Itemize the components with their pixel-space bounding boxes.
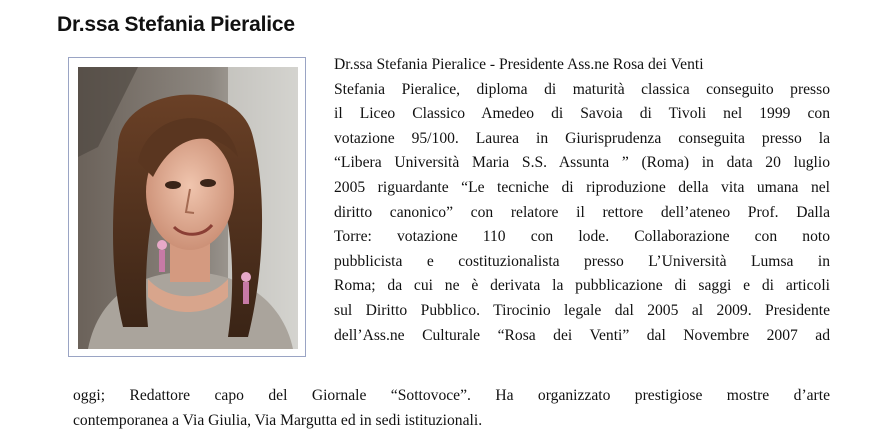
bio-text-continued (73, 384, 830, 433)
bio-line: contemporanea a Via Giulia, Via Margutta ed in sedi istituzionali. (73, 411, 483, 429)
bio-text (334, 53, 830, 348)
page-title: Dr.ssa Stefania Pieralice (57, 13, 295, 36)
portrait-photo (78, 67, 298, 349)
bio-line: dell’Ass.ne Culturale “Rosa dei Venti” dal Novembre 2007 ad (334, 326, 830, 344)
bio-line: “Libera Università Maria S.S. Assunta ” (Roma) in data 20 luglio (334, 154, 830, 172)
bio-line: votazione 95/100. Laurea in Giurisprudenza conseguita presso la (334, 129, 830, 147)
portrait-photo-frame (68, 57, 306, 357)
bio-line: il Liceo Classico Amedeo di Savoia di Tivoli nel 1999 con (334, 105, 830, 123)
bio-line: diritto canonico” con relatore il rettore dell’ateneo Prof. Dalla (334, 203, 830, 221)
bio-line: sul Diritto Pubblico. Tirocinio legale dal 2005 al 2009. Presidente (334, 301, 830, 319)
bio-line: oggi; Redattore capo del Giornale “Sottovoce”. Ha organizzato prestigiose mostre d’arte (73, 387, 830, 404)
bio-line: Stefania Pieralice, diploma di maturità classica conseguito presso (334, 80, 830, 98)
bio-line: Torre: votazione 110 con lode. Collaborazione con noto (334, 228, 830, 246)
bio-line: pubblicista e costituzionalista presso L’Università Lumsa in (334, 252, 830, 270)
bio-subtitle: Dr.ssa Stefania Pieralice - Presidente Ass.ne Rosa dei Venti (334, 56, 704, 73)
bio-line: 2005 riguardante “Le tecniche di riproduzione della vita umana nel (334, 178, 830, 196)
bio-line: Roma; da cui ne è derivata la pubblicazione di saggi e di articoli (334, 277, 830, 295)
